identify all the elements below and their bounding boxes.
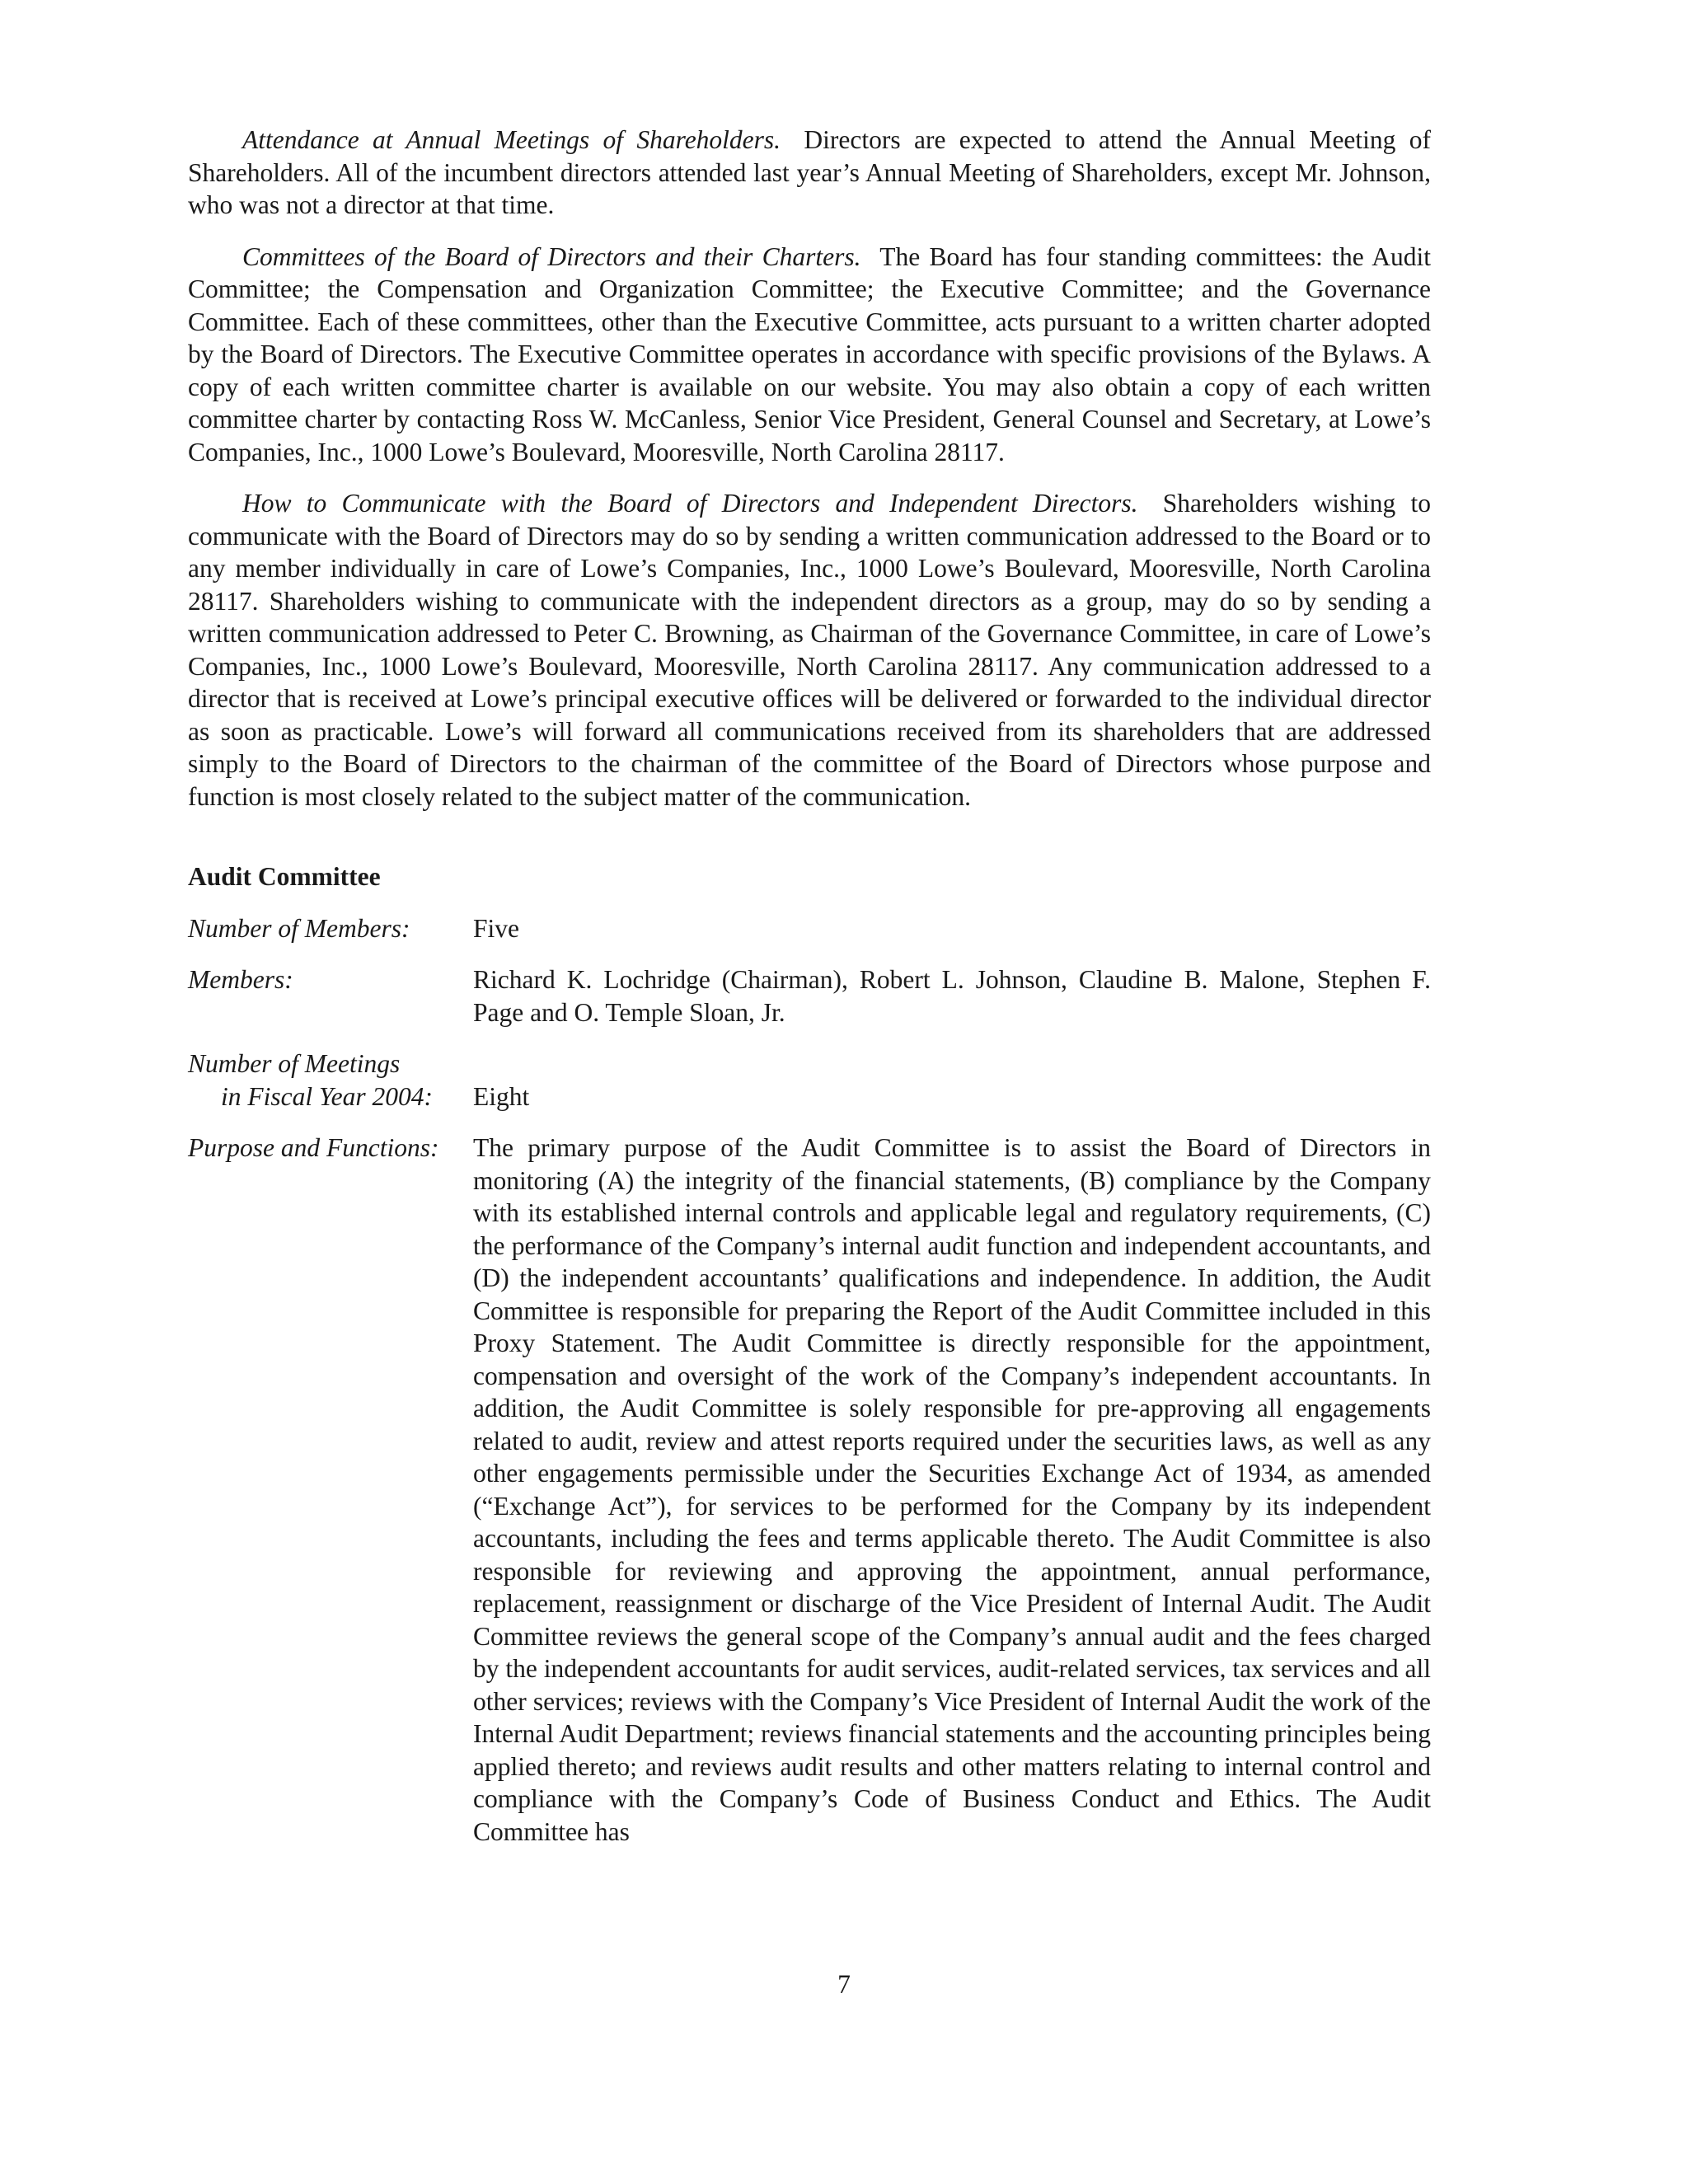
audit-committee-heading: Audit Committee [188,862,381,891]
members-row [188,963,1431,1029]
document-page [188,124,1431,1867]
paragraph-communicate [188,487,1431,813]
page-number: 7 [837,1970,851,1999]
meetings-value: Eight [473,1081,530,1111]
number-of-members-label: Number of Members: [188,913,410,943]
paragraph-lead: Committees of the Board of Directors and their Charters. [242,241,861,271]
purpose-label: Purpose and Functions: [188,1133,439,1162]
paragraph-attendance [188,124,1431,222]
purpose-value: The primary purpose of the Audit Committee is to assist the Board of Directors in monitoring (A) the integrity of the financial statements, (B) compliance by the Company with its established internal controls and applicable legal and regulatory requirements, (C) the performance of the Company’s internal audit function and independent accountants, and (D) the independent accountants’ qualifications and independence. In addition, the Audit Committee is responsible for preparing the Report of the Audit Committee included in this Proxy Statement. The Audit Committee is directly responsible for the appointment, compensation and oversight of the work of the Company’s independent accountants. In addition, the Audit Committee is solely responsible for pre-approving all engagements related to audit, review and attest reports required under the securities laws, as well as any other engagements permissible under the Securities Exchange Act of 1934, as amended (“Exchange Act”), for services to be performed for the Company by its independent accountants, including the fees and terms applicable thereto. The Audit Committee is also responsible for reviewing and approving the appointment, annual performance, replacement, reassignment or discharge of the Vice President of Internal Audit. The Audit Committee reviews the general scope of the Company’s annual audit and the fees charged by the independent accountants for audit services, audit-related services, tax services and all other services; reviews with the Company’s Vice President of Internal Audit the work of the Internal Audit Department; reviews financial statements and the accounting principles being applied thereto; and reviews audit results and other matters relating to internal control and compliance with the Company’s Code of Business Conduct and Ethics. The Audit Committee has [473,1133,1431,1846]
meetings-label-line1: Number of Meetings [188,1049,401,1078]
paragraph-committees-charters [188,241,1431,469]
purpose-row [188,1132,1431,1848]
members-label: Members: [188,965,293,994]
paragraph-lead: Attendance at Annual Meetings of Shareholders. [242,125,781,154]
number-of-members-row [188,912,1431,945]
paragraph-lead: How to Communicate with the Board of Directors and Independent Directors. [242,489,1138,518]
number-of-members-value: Five [473,913,520,943]
meetings-label-line2: in Fiscal Year 2004: [221,1081,433,1111]
paragraph-body: Shareholders wishing to communicate with the Board of Directors may do so by sending a written communication addressed to the Board or to any member individually in care of Lowe’s Companies, Inc., 1000 Lowe’s Boulevard, Mooresville, North Carolina 28117. Shareholders wishing to communicate with the independent directors as a group, may do so by sending a written communication addressed to Peter C. Browning, as Chairman of the Governance Committee, in care of Lowe’s Companies, Inc., 1000 Lowe’s Boulevard, Mooresville, North Carolina 28117. Any communication addressed to a director that is received at Lowe’s principal executive offices will be delivered or forwarded to the individual director as soon as practicable. Lowe’s will forward all communications received from its shareholders that are addressed simply to the Board of Directors to the chairman of the committee of the Board of Directors whose purpose and function is most closely related to the subject matter of the communication. [188,489,1432,811]
paragraph-body: Directors are expected to attend the Annual Meeting of Shareholders. All of the incumbent directors attended last year’s Annual Meeting of Shareholders, except Mr. Johnson, who was not a director at that time. [188,125,1431,219]
meetings-label [188,1047,473,1113]
paragraph-body: The Board has four standing committees: the Audit Committee; the Compensation and Organization Committee; the Executive Committee; and the Governance Committee. Each of these committees, other than the Executive Committee, acts pursuant to a written charter adopted by the Board of Directors. The Executive Committee operates in accordance with specific provisions of the Bylaws. A copy of each written committee charter is available on our website. You may also obtain a copy of each written committee charter by contacting Ross W. McCanless, Senior Vice President, General Counsel and Secretary, at Lowe’s Companies, Inc., 1000 Lowe’s Boulevard, Mooresville, North Carolina 28117. [188,241,1431,466]
members-value: Richard K. Lochridge (Chairman), Robert L. Johnson, Claudine B. Malone, Stephen F. Page and O. Temple Sloan, Jr. [473,965,1431,1027]
meetings-row [188,1047,1431,1113]
